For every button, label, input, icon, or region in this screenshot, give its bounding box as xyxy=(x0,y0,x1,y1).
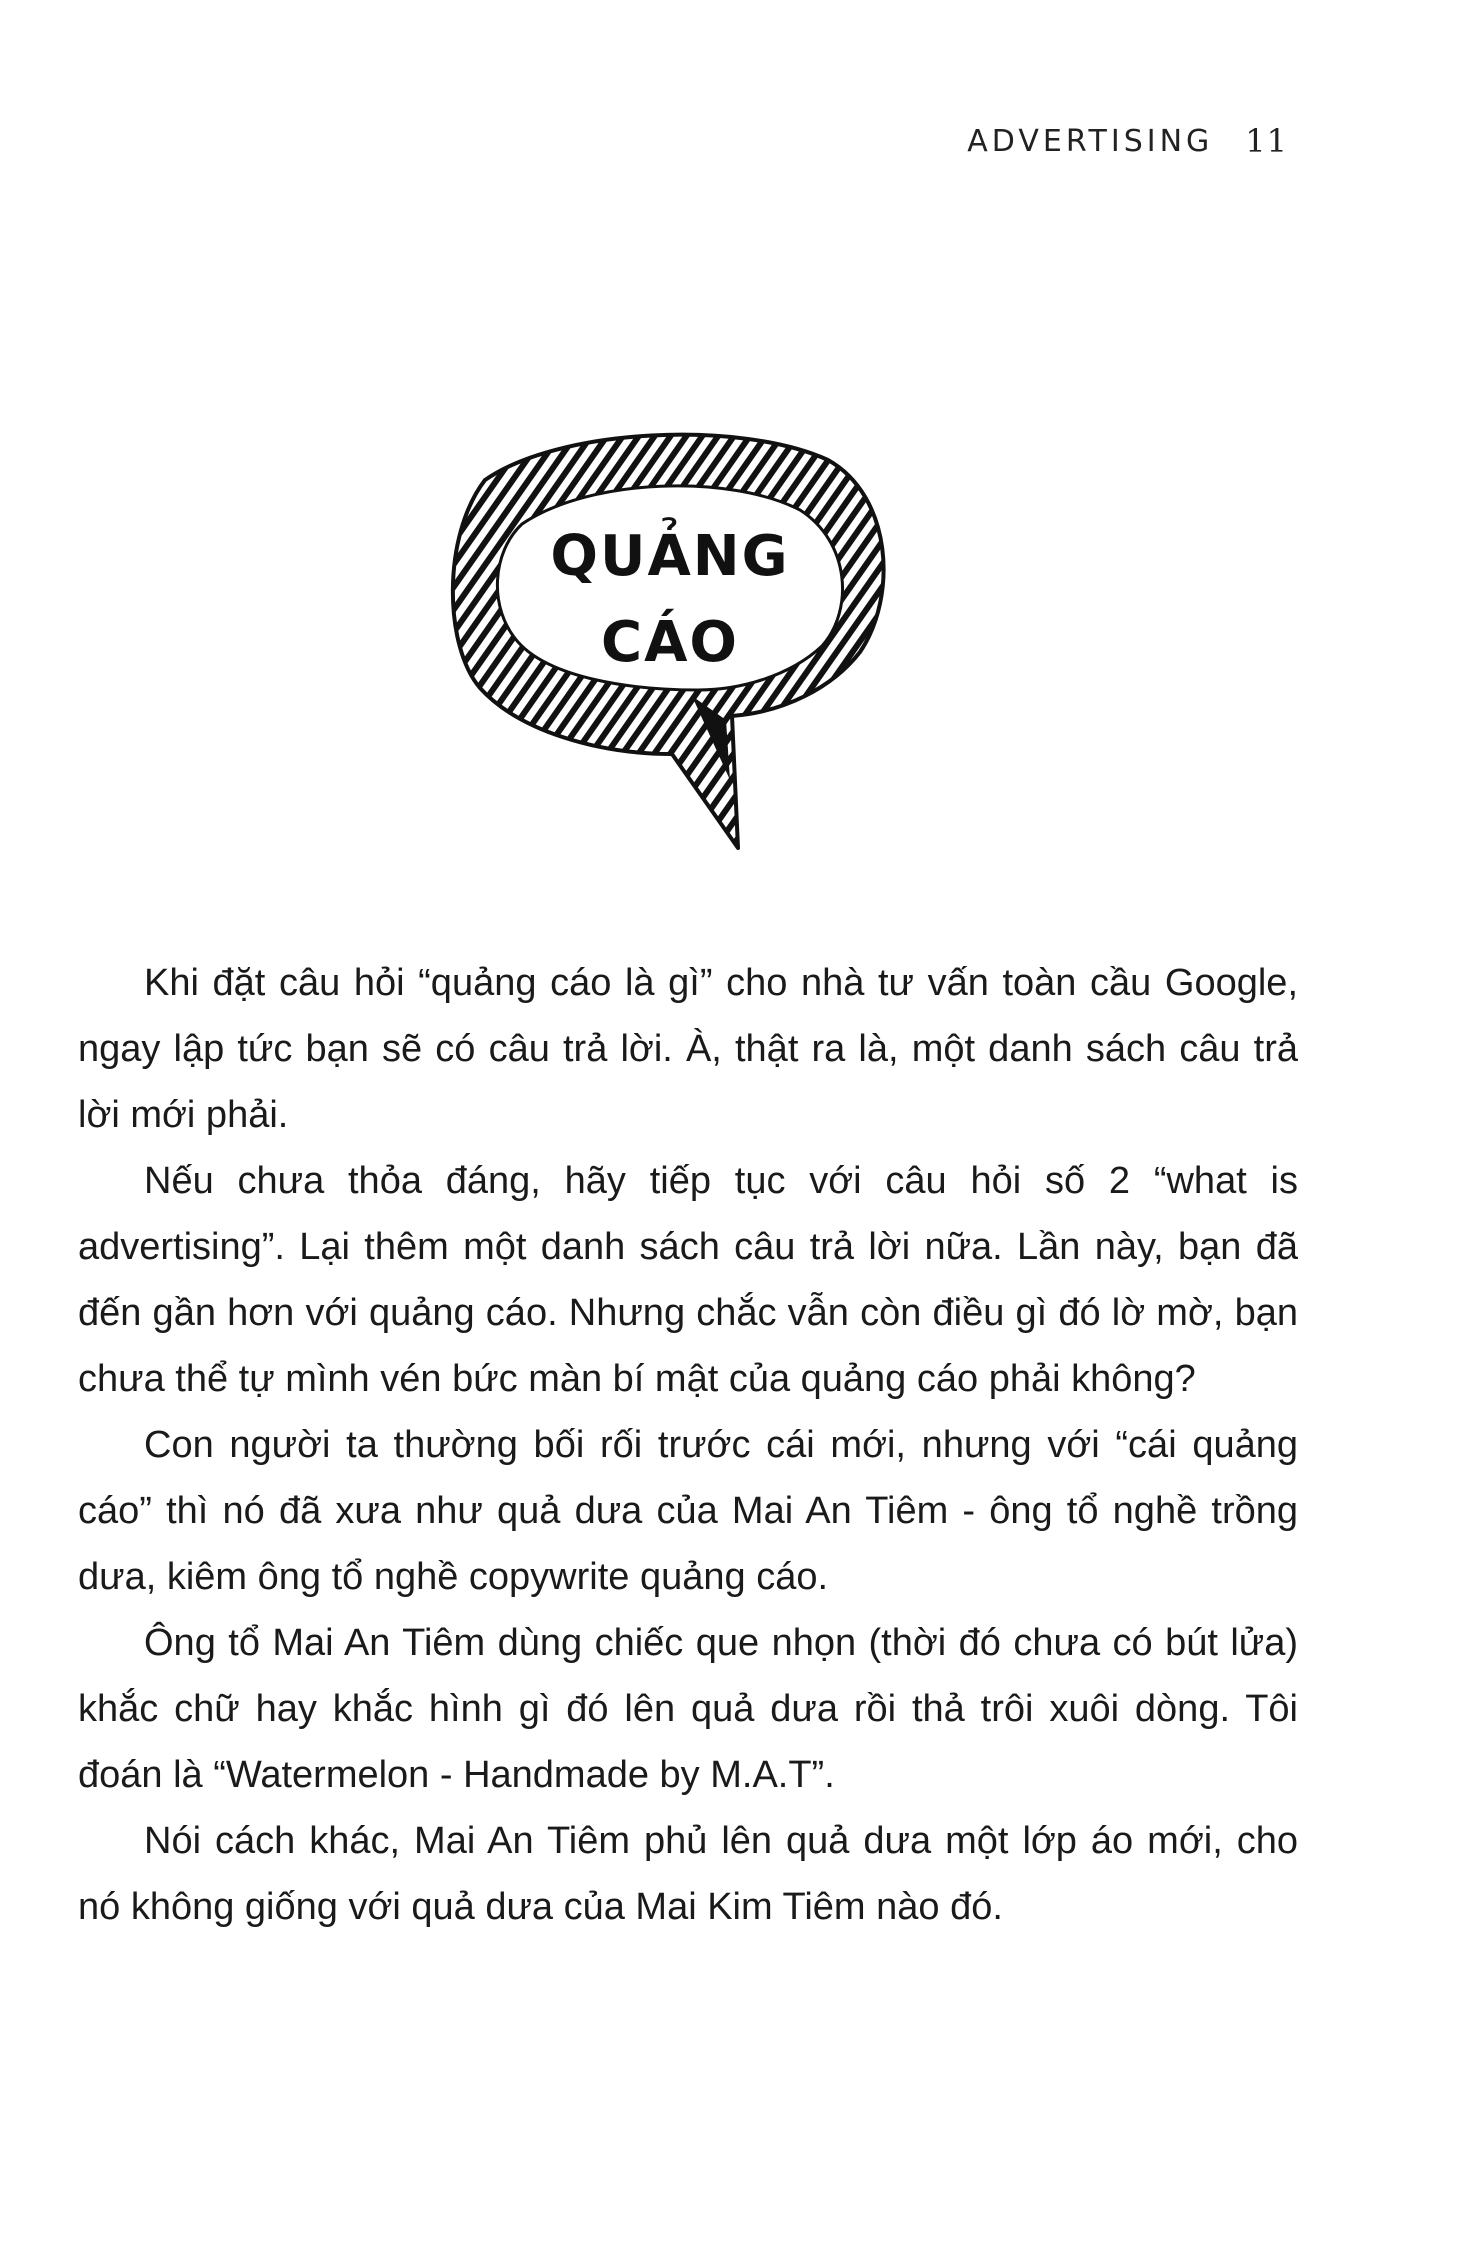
running-head xyxy=(967,116,1320,166)
paragraph: Ông tổ Mai An Tiêm dùng chiếc que nhọn (thời đó chưa có bút lửa) khắc chữ hay khắc hình gì đó lên quả dưa rồi thả trôi xuôi dòng. Tôi đoán là “Watermelon - Handmade by M.A.T”. xyxy=(78,1622,1298,1796)
bubble-title-line1: QUẢNG xyxy=(550,524,790,589)
running-title: ADVERTISING xyxy=(967,123,1214,159)
bubble-title-line2: CÁO xyxy=(600,610,740,675)
paragraph: Khi đặt câu hỏi “quảng cáo là gì” cho nhà tư vấn toàn cầu Google, ngay lập tức bạn sẽ có câu trả lời. À, thật ra là, một danh sách câu trả lời mới phải. xyxy=(78,962,1298,1136)
paragraph: Nếu chưa thỏa đáng, hãy tiếp tục với câu hỏi số 2 “what is advertising”. Lại thêm một danh sách câu trả lời nữa. Lần này, bạn đã đến gần hơn với quảng cáo. Nhưng chắc vẫn còn điều gì đó lờ mờ, bạn chưa thể tự mình vén bức màn bí mật của quảng cáo phải không? xyxy=(78,1160,1298,1400)
paragraph: Con người ta thường bối rối trước cái mới, nhưng với “cái quảng cáo” thì nó đã xưa như quả dưa của Mai An Tiêm - ông tổ nghề trồng dưa, kiêm ông tổ nghề copywrite quảng cáo. xyxy=(78,1424,1298,1598)
page-number: 11 xyxy=(1245,122,1288,160)
body-text xyxy=(78,950,1298,1940)
speech-bubble-illustration xyxy=(440,420,900,860)
paragraph: Nói cách khác, Mai An Tiêm phủ lên quả dưa một lớp áo mới, cho nó không giống với quả dưa của Mai Kim Tiêm nào đó. xyxy=(78,1820,1298,1928)
